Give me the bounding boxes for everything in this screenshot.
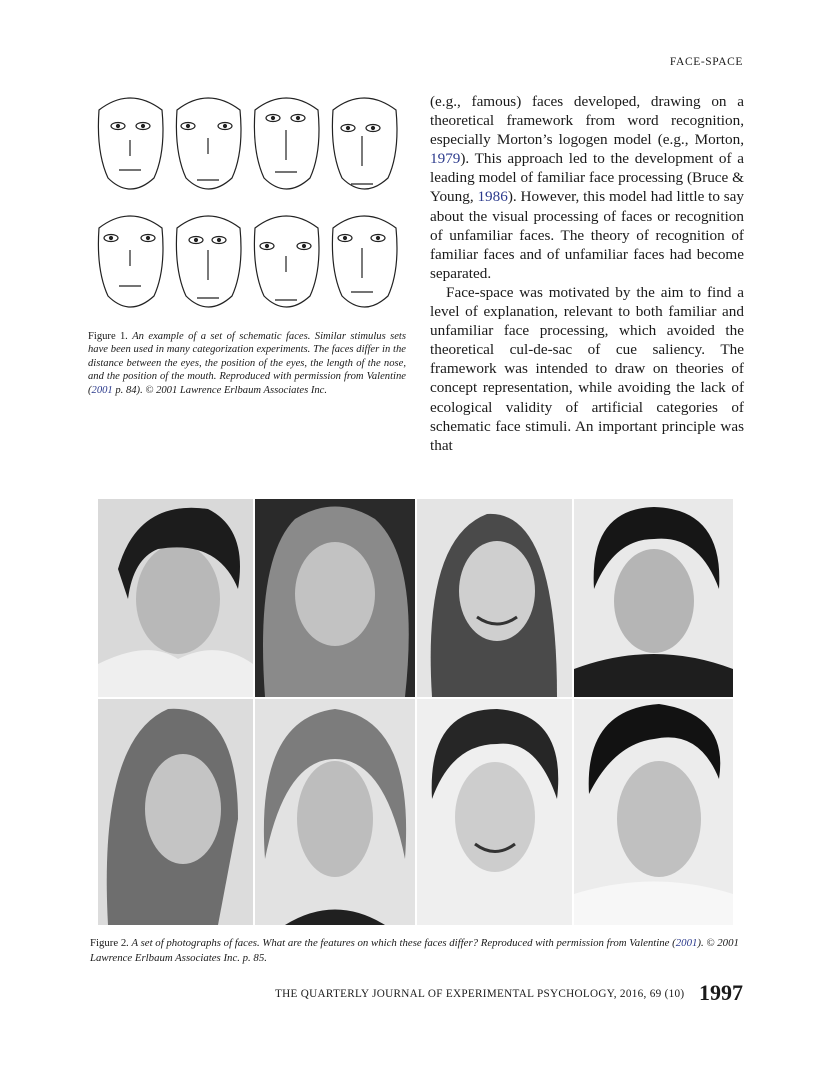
figure-2-citation-link[interactable]: 2001 bbox=[675, 937, 698, 949]
face-photo bbox=[255, 699, 415, 925]
face-photo bbox=[417, 699, 572, 925]
figure-1-citation-link[interactable]: 2001 bbox=[91, 384, 113, 396]
schematic-face bbox=[176, 216, 241, 307]
face-photo bbox=[255, 499, 415, 697]
figure-2-caption-text: . A set of photographs of faces. What are the features on which these faces differ? Reproduced with permission from Valentine ( bbox=[126, 937, 676, 949]
figure-1-caption bbox=[88, 330, 406, 397]
schematic-face bbox=[332, 98, 397, 189]
schematic-faces-illustration bbox=[88, 88, 406, 320]
figure-2-caption-tail: ). © 2001 Lawrence Erlbaum Associates Inc. p. 85. bbox=[90, 937, 739, 964]
paragraph-1-text-c: ). However, this model had little to say about the visual processing of faces or recognition of unfamiliar faces. The theory of recognition of familiar faces and of unfamiliar faces had become separated. bbox=[430, 188, 745, 282]
schematic-face bbox=[98, 216, 163, 307]
figure-1-caption-tail: p. 84). © 2001 Lawrence Erlbaum Associates Inc. bbox=[112, 384, 328, 396]
paragraph-2: Face-space was motivated by the aim to find a level of explanation, relevant to both familiar and unfamiliar face processing, which avoided the theoretical cul-de-sac of cue saliency. The framework was intended to draw on theories of concept representation, while avoiding the lack of ecological validity of artificial categories of schematic face stimuli. An important principle was that bbox=[430, 283, 744, 454]
schematic-face bbox=[254, 98, 319, 189]
figure-1-label: Figure 1 bbox=[88, 331, 126, 342]
figure-2-label: Figure 2 bbox=[90, 937, 127, 949]
running-head: FACE-SPACE bbox=[669, 56, 743, 68]
face-photo bbox=[98, 499, 253, 697]
figure-2-photo-grid bbox=[98, 499, 733, 925]
figure-1-caption-text: . An example of a set of schematic faces. Similar stimulus sets have been used in many categorization experiments. The faces differ in the distance between the eyes, the position of the eyes, the length of the nose, and the position of the mouth. Reproduced with permission from Valentine ( bbox=[88, 331, 406, 396]
citation-link-bruce-young-1986[interactable]: 1986 bbox=[477, 188, 508, 206]
face-photo bbox=[574, 499, 733, 697]
paragraph-1-text-a: (e.g., famous) faces developed, drawing on a theoretical framework from word recognition, especially Morton’s logogen model (e.g., Morton, bbox=[430, 93, 744, 149]
schematic-face bbox=[254, 216, 319, 307]
journal-footer: THE QUARTERLY JOURNAL OF EXPERIMENTAL PSYCHOLOGY, 2016, 69 (10) bbox=[275, 988, 685, 1000]
face-photo bbox=[417, 499, 572, 697]
face-photo bbox=[574, 699, 733, 925]
figure-2-caption bbox=[90, 936, 750, 966]
face-photo bbox=[98, 699, 253, 925]
paragraph-1-text-b: ). This approach led to the development of a leading model of familiar face processing (Bruce & Young, bbox=[430, 150, 744, 206]
schematic-face bbox=[332, 216, 397, 307]
figure-1-schematic-faces bbox=[88, 88, 406, 320]
schematic-face bbox=[176, 98, 241, 189]
citation-link-morton-1979[interactable]: 1979 bbox=[430, 150, 461, 168]
page-number: 1997 bbox=[699, 980, 743, 1005]
schematic-face bbox=[98, 98, 163, 189]
paragraph-1 bbox=[430, 92, 744, 283]
body-text-column bbox=[430, 92, 744, 455]
